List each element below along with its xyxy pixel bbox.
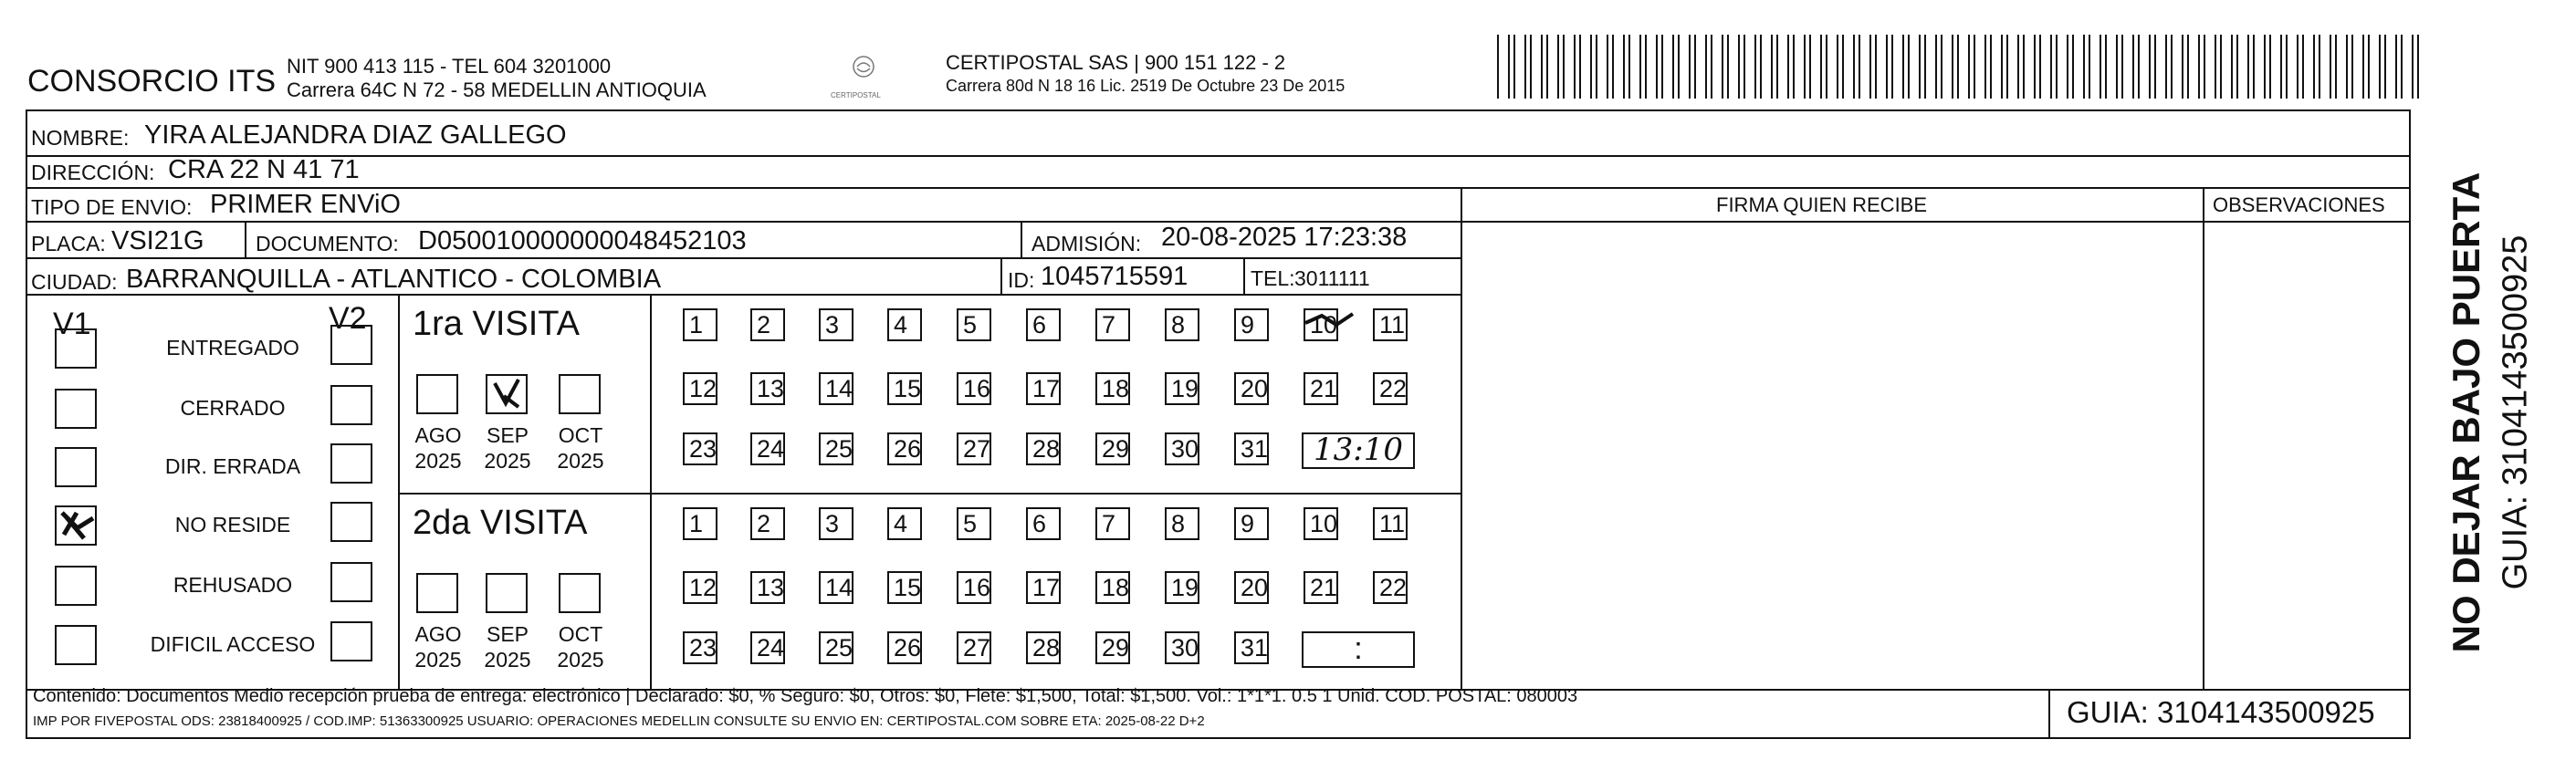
barcode-bar: [1612, 35, 1614, 99]
day-box[interactable]: 5: [957, 507, 991, 540]
footer-content: Contenido: Documentos Medio recepción prueba de entrega: electrónico | Declarado: $0, % Seguro: $0, Otros: $0, Flete: $1,500, Total: $1,500. Vol.: 1*1*1. 0.5 1 Unid. COD. POSTAL: 080003: [33, 686, 1578, 706]
certipostal-address: Carrera 80d N 18 16 Lic. 2519 De Octubre 23 De 2015: [946, 77, 1346, 95]
barcode-bar: [1984, 35, 1986, 99]
barcode-bar: [2072, 35, 2074, 99]
plate-label: PLACA:: [31, 232, 106, 255]
type-label: TIPO DE ENVIO:: [31, 195, 193, 219]
day-box[interactable]: 17: [1026, 372, 1061, 405]
barcode-bar: [1678, 35, 1680, 99]
barcode-bar: [1557, 35, 1559, 99]
day-box[interactable]: 6: [1026, 507, 1061, 540]
barcode-bar: [1776, 35, 1778, 99]
day-box[interactable]: 24: [750, 432, 785, 465]
barcode-bar: [2083, 35, 2085, 99]
barcode-bar: [2379, 35, 2381, 99]
day-box[interactable]: 7: [1095, 308, 1130, 341]
year-label: 2025: [557, 449, 604, 473]
barcode-bar: [2313, 35, 2315, 99]
footer-guia: GUIA: 3104143500925: [2067, 695, 2375, 729]
v1-checkbox[interactable]: [55, 566, 97, 606]
barcode-bar: [2017, 35, 2019, 99]
day-box[interactable]: 9: [1234, 308, 1269, 341]
day-box[interactable]: 1: [683, 507, 717, 540]
v1-checkbox[interactable]: [55, 328, 97, 369]
barcode-bar: [1722, 35, 1723, 99]
status-label: DIFICIL ACCESO: [150, 632, 316, 656]
barcode-bar: [1661, 35, 1663, 99]
barcode-bar: [2171, 35, 2173, 99]
barcode-bar: [1826, 35, 1827, 99]
barcode-bar: [1941, 35, 1942, 99]
day-box[interactable]: 31: [1234, 631, 1269, 664]
day-box[interactable]: 14: [819, 571, 853, 604]
barcode-bar: [2034, 35, 2036, 99]
v2-checkbox[interactable]: [330, 562, 372, 602]
barcode-bar: [1820, 35, 1822, 99]
certipostal-logo-icon: [838, 53, 889, 89]
barcode-bar: [1694, 35, 1696, 99]
visit-title: 2da VISITA: [413, 504, 588, 542]
month-checkbox[interactable]: [559, 573, 601, 613]
barcode-bar: [1990, 35, 1992, 99]
barcode-bar: [2149, 35, 2151, 99]
barcode-bar: [2023, 35, 2025, 99]
signature-header: FIRMA QUIEN RECIBE: [1716, 193, 1928, 216]
day-box[interactable]: 22: [1373, 372, 1408, 405]
visit-title: 1ra VISITA: [413, 305, 581, 343]
barcode-bar: [1968, 35, 1970, 99]
v2-checkbox[interactable]: [330, 325, 372, 365]
day-box[interactable]: 20: [1234, 571, 1269, 604]
barcode-bar: [2264, 35, 2266, 99]
barcode-bar: [2039, 35, 2041, 99]
day-box[interactable]: 2: [750, 507, 785, 540]
day-box[interactable]: 4: [887, 308, 922, 341]
barcode-bar: [1546, 35, 1548, 99]
day-box[interactable]: 6: [1026, 308, 1061, 341]
barcode-bar: [2280, 35, 2282, 99]
address-label: DIRECCIÓN:: [31, 161, 155, 184]
logo-caption: CERTIPOSTAL: [831, 91, 881, 99]
barcode-bar: [1711, 35, 1712, 99]
barcode-bar: [1541, 35, 1543, 99]
shipment-type: PRIMER ENViO: [210, 190, 401, 219]
barcode-bar: [2132, 35, 2134, 99]
barcode-bar: [2100, 35, 2101, 99]
barcode: [1497, 35, 2434, 100]
barcode-bar: [1645, 35, 1647, 99]
day-box[interactable]: 12: [683, 372, 717, 405]
day-box[interactable]: 30: [1165, 631, 1199, 664]
barcode-bar: [2182, 35, 2183, 99]
barcode-bar: [2204, 35, 2205, 99]
day-box[interactable]: 9: [1234, 507, 1269, 540]
company-address: Carrera 64C N 72 - 58 MEDELLIN ANTIOQUIA: [287, 78, 707, 101]
v1-header: V1: [53, 307, 91, 341]
barcode-bar: [2187, 35, 2189, 99]
barcode-bar: [1974, 35, 1975, 99]
year-label: 2025: [414, 449, 462, 473]
month-checkbox[interactable]: [486, 374, 528, 414]
barcode-bar: [2056, 35, 2058, 99]
barcode-bar: [2368, 35, 2370, 99]
day-box[interactable]: 16: [957, 571, 991, 604]
year-label: 2025: [484, 648, 531, 672]
day-box[interactable]: 18: [1095, 372, 1130, 405]
id-label: ID:: [1008, 268, 1035, 292]
barcode-bar: [1590, 35, 1592, 99]
day-box[interactable]: 3: [819, 308, 853, 341]
status-label: ENTREGADO: [166, 336, 299, 359]
day-box[interactable]: 19: [1165, 571, 1199, 604]
observations-header: OBSERVACIONES: [2213, 193, 2385, 216]
barcode-bar: [2319, 35, 2320, 99]
check-mark-icon: [57, 507, 95, 544]
check-mark-icon: [487, 376, 526, 412]
barcode-bar: [1902, 35, 1904, 99]
name-label: NOMBRE:: [31, 126, 130, 150]
recipient-address: CRA 22 N 41 71: [168, 155, 360, 184]
v2-header: V2: [329, 301, 367, 336]
day-box[interactable]: 21: [1304, 372, 1338, 405]
barcode-bar: [1607, 35, 1608, 99]
barcode-bar: [1859, 35, 1860, 99]
month-label: SEP: [486, 622, 529, 646]
admission-label: ADMISIÓN:: [1031, 232, 1142, 255]
barcode-bar: [1760, 35, 1762, 99]
company-nit: NIT 900 413 115 - TEL 604 3201000: [287, 55, 612, 78]
barcode-bar: [1744, 35, 1745, 99]
month-checkbox[interactable]: [486, 573, 528, 613]
barcode-bar: [1869, 35, 1871, 99]
barcode-bar: [1513, 35, 1515, 99]
day-box[interactable]: 11: [1373, 308, 1408, 341]
day-box[interactable]: 24: [750, 631, 785, 664]
barcode-bar: [2006, 35, 2008, 99]
day-box[interactable]: 25: [819, 631, 853, 664]
v1-checkbox[interactable]: [55, 505, 97, 546]
day-box[interactable]: 5: [957, 308, 991, 341]
barcode-bar: [2089, 35, 2090, 99]
day-box[interactable]: 12: [683, 571, 717, 604]
company-name: CONSORCIO ITS: [27, 64, 277, 99]
status-label: CERRADO: [180, 396, 286, 420]
barcode-bar: [2335, 35, 2337, 99]
day-box[interactable]: 8: [1165, 507, 1199, 540]
day-box[interactable]: 19: [1165, 372, 1199, 405]
barcode-bar: [1672, 35, 1674, 99]
month-checkbox[interactable]: [559, 374, 601, 414]
day-box[interactable]: 1: [683, 308, 717, 341]
barcode-bar: [1908, 35, 1910, 99]
month-label: AGO: [414, 423, 462, 447]
barcode-bar: [2067, 35, 2068, 99]
barcode-bar: [1524, 35, 1526, 99]
day-box[interactable]: 28: [1026, 631, 1061, 664]
footer-imp: IMP POR FIVEPOSTAL ODS: 23818400925 / COD.IMP: 51363300925 USUARIO: OPERACIONES MEDELLIN CONSULTE SU ENVIO EN: CERTIPOSTAL.COM SOBRE ETA: 2025-08-22 D+2: [33, 713, 1205, 729]
day-box[interactable]: 15: [887, 372, 922, 405]
barcode-bar: [2253, 35, 2255, 99]
day-box[interactable]: 21: [1304, 571, 1338, 604]
day-box[interactable]: 10: [1304, 308, 1338, 341]
id-value: 1045715591: [1041, 262, 1189, 291]
day-box[interactable]: 13: [750, 372, 785, 405]
v1-checkbox[interactable]: [55, 389, 97, 429]
barcode-bar: [2412, 35, 2414, 99]
v1-checkbox[interactable]: [55, 625, 97, 665]
day-box[interactable]: 18: [1095, 571, 1130, 604]
barcode-bar: [2330, 35, 2331, 99]
barcode-bar: [2198, 35, 2200, 99]
day-box[interactable]: 22: [1373, 571, 1408, 604]
barcode-bar: [1891, 35, 1893, 99]
status-label: NO RESIDE: [174, 513, 291, 536]
scribble-mark-icon: [1304, 307, 1358, 343]
barcode-bar: [2165, 35, 2167, 99]
day-box[interactable]: 23: [683, 631, 717, 664]
plate-value: VSI21G: [111, 226, 204, 255]
barcode-bar: [2286, 35, 2288, 99]
barcode-bar: [2351, 35, 2353, 99]
month-checkbox[interactable]: [416, 573, 458, 613]
barcode-bar: [1497, 35, 1499, 99]
barcode-bar: [1656, 35, 1658, 99]
year-label: 2025: [557, 648, 604, 672]
barcode-bar: [2220, 35, 2222, 99]
barcode-bar: [1804, 35, 1806, 99]
barcode-bar: [2154, 35, 2156, 99]
barcode-bar: [1957, 35, 1959, 99]
v2-checkbox[interactable]: [330, 621, 372, 661]
barcode-bar: [1935, 35, 1937, 99]
day-box[interactable]: 8: [1165, 308, 1199, 341]
barcode-bar: [1842, 35, 1844, 99]
barcode-bar: [1623, 35, 1625, 99]
barcode-bar: [2001, 35, 2003, 99]
tel-label: TEL:: [1251, 266, 1295, 290]
barcode-bar: [2297, 35, 2299, 99]
day-box[interactable]: 3: [819, 507, 853, 540]
barcode-bar: [1837, 35, 1838, 99]
city-label: CIUDAD:: [31, 270, 118, 294]
no-bajo-puerta-warning: NO DEJAR BAJO PUERTA: [2445, 172, 2487, 653]
barcode-bar: [1563, 35, 1565, 99]
admission-value: 20-08-2025 17:23:38: [1161, 223, 1408, 252]
barcode-bar: [2236, 35, 2238, 99]
day-box[interactable]: 15: [887, 571, 922, 604]
barcode-bar: [1875, 35, 1877, 99]
day-box[interactable]: 4: [887, 507, 922, 540]
document-label: DOCUMENTO:: [256, 232, 399, 255]
barcode-bar: [1738, 35, 1740, 99]
barcode-bar: [2417, 35, 2419, 99]
barcode-bar: [2401, 35, 2403, 99]
tel-value: 3011111: [1294, 266, 1370, 290]
barcode-bar: [1508, 35, 1510, 99]
city-value: BARRANQUILLA - ATLANTICO - COLOMBIA: [126, 265, 662, 294]
v2-checkbox[interactable]: [330, 385, 372, 425]
day-box[interactable]: 17: [1026, 571, 1061, 604]
barcode-bar: [1574, 35, 1576, 99]
barcode-bar: [2231, 35, 2233, 99]
barcode-bar: [1639, 35, 1641, 99]
barcode-bar: [1530, 35, 1532, 99]
day-box[interactable]: 14: [819, 372, 853, 405]
v1-checkbox[interactable]: [55, 447, 97, 487]
month-label: AGO: [414, 622, 462, 646]
barcode-bar: [2121, 35, 2123, 99]
barcode-bar: [1919, 35, 1921, 99]
document-value: D050010000000048452103: [418, 226, 747, 255]
barcode-bar: [1705, 35, 1707, 99]
barcode-bar: [2215, 35, 2216, 99]
barcode-bar: [2050, 35, 2052, 99]
day-box[interactable]: 11: [1373, 507, 1408, 540]
barcode-bar: [1924, 35, 1926, 99]
barcode-bar: [2138, 35, 2140, 99]
barcode-bar: [2269, 35, 2271, 99]
year-label: 2025: [414, 648, 462, 672]
side-guia: GUIA: 3104143500925: [2496, 234, 2535, 590]
barcode-bar: [2116, 35, 2118, 99]
barcode-bar: [1787, 35, 1789, 99]
v2-checkbox[interactable]: [330, 443, 372, 484]
barcode-bar: [2105, 35, 2107, 99]
day-box[interactable]: 27: [957, 432, 991, 465]
day-box[interactable]: 25: [819, 432, 853, 465]
day-box[interactable]: 30: [1165, 432, 1199, 465]
day-box[interactable]: 26: [887, 432, 922, 465]
recipient-name: YIRA ALEJANDRA DIAZ GALLEGO: [144, 120, 567, 150]
day-box[interactable]: 7: [1095, 507, 1130, 540]
barcode-bar: [1596, 35, 1597, 99]
v2-checkbox[interactable]: [330, 502, 372, 542]
day-box[interactable]: 13: [750, 571, 785, 604]
barcode-bar: [1771, 35, 1773, 99]
day-box[interactable]: 26: [887, 631, 922, 664]
status-label: DIR. ERRADA: [164, 454, 301, 478]
day-box[interactable]: 31: [1234, 432, 1269, 465]
month-label: OCT: [558, 622, 603, 646]
day-box[interactable]: 23: [683, 432, 717, 465]
barcode-bar: [1809, 35, 1811, 99]
barcode-bar: [1689, 35, 1691, 99]
barcode-bar: [2384, 35, 2386, 99]
barcode-bar: [1727, 35, 1729, 99]
month-label: SEP: [486, 423, 529, 447]
barcode-bar: [2302, 35, 2304, 99]
day-box[interactable]: 2: [750, 308, 785, 341]
barcode-bar: [2395, 35, 2397, 99]
day-box[interactable]: 16: [957, 372, 991, 405]
barcode-bar: [1628, 35, 1630, 99]
day-box[interactable]: 10: [1304, 507, 1338, 540]
day-box[interactable]: 20: [1234, 372, 1269, 405]
barcode-bar: [2247, 35, 2249, 99]
day-box[interactable]: 28: [1026, 432, 1061, 465]
barcode-bar: [2362, 35, 2364, 99]
time-box[interactable]: :: [1302, 631, 1415, 668]
status-label: REHUSADO: [173, 573, 293, 597]
certipostal-line: CERTIPOSTAL SAS | 900 151 122 - 2: [946, 51, 1286, 74]
day-box[interactable]: 29: [1095, 631, 1130, 664]
time-box[interactable]: 13:10: [1302, 432, 1415, 469]
barcode-bar: [1886, 35, 1888, 99]
barcode-bar: [1754, 35, 1756, 99]
barcode-bar: [2346, 35, 2348, 99]
day-box[interactable]: 27: [957, 631, 991, 664]
day-box[interactable]: 29: [1095, 432, 1130, 465]
barcode-bar: [1853, 35, 1855, 99]
year-label: 2025: [484, 449, 531, 473]
month-label: OCT: [558, 423, 603, 447]
barcode-bar: [1793, 35, 1795, 99]
barcode-bar: [1952, 35, 1953, 99]
month-checkbox[interactable]: [416, 374, 458, 414]
barcode-bar: [1579, 35, 1581, 99]
